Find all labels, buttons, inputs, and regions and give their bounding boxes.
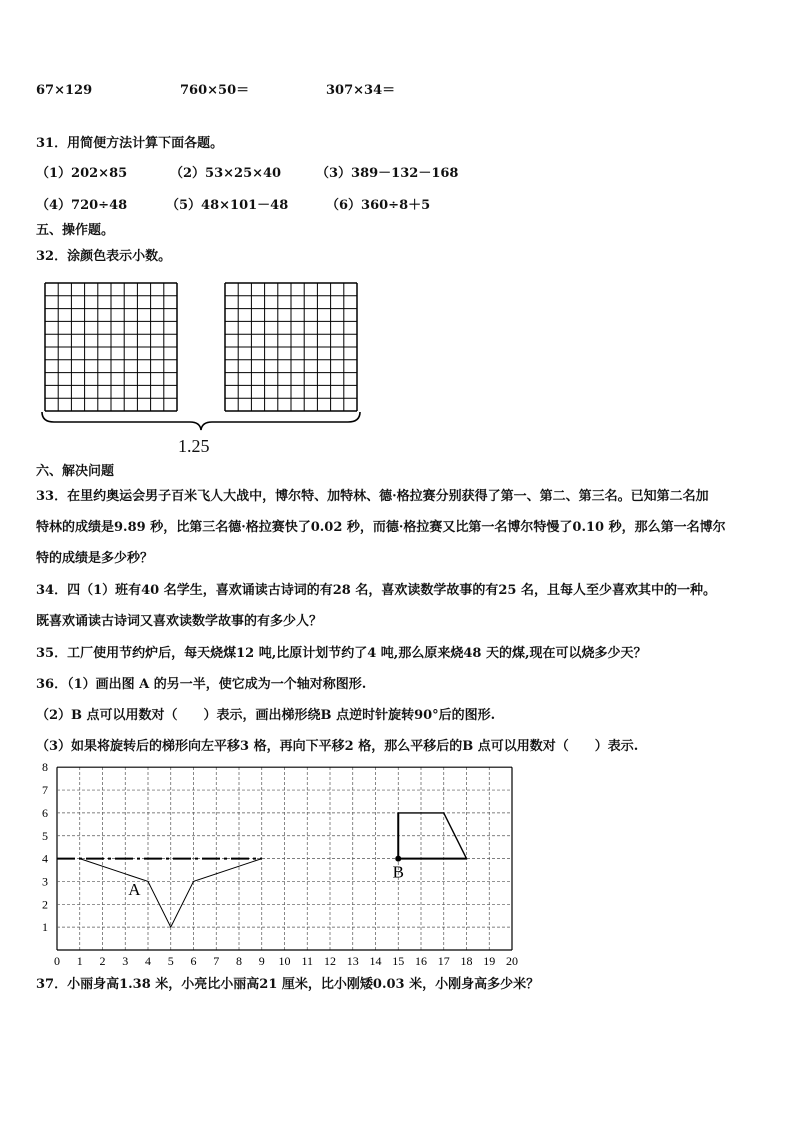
q36-part-2: （2）B 点可以用数对（ ）表示，画出梯形绕B 点逆时针旋转90°后的图形. [36,708,496,723]
q35-text: 35．工厂使用节约炉后，每天烧煤12 吨,比原计划节约了4 吨,那么原来烧48 天的煤,现在可以烧多少天？ [36,646,647,661]
section-5-heading: 五、操作题。 [36,223,115,238]
calc-1: 67×129 [36,83,93,98]
point-b [395,856,401,862]
x-tick-label: 20 [506,954,518,968]
q33-line-3: 特的成绩是多少秒？ [36,551,154,566]
x-tick-label: 14 [369,954,382,968]
q32-title: 32．涂颜色表示小数。 [36,249,172,264]
x-tick-label: 11 [301,954,314,968]
q34-line-1: 34．四（1）班有40 名学生，喜欢诵读古诗词的有28 名，喜欢读数学故事的有25 名，且每人至少喜欢其中的一种。 [36,583,716,598]
calc-3: 307×34＝ [326,83,396,98]
q31-item-6: （6）360÷8＋5 [326,198,431,213]
coordinate-grid [30,758,530,973]
x-tick-label: 3 [122,954,129,968]
x-tick-label: 13 [346,954,359,968]
x-tick-label: 17 [437,954,450,968]
brace [40,410,362,432]
x-tick-label: 15 [392,954,405,968]
q31-item-4: （4）720÷48 [36,198,128,213]
y-tick-label: 5 [42,828,48,843]
x-tick-label: 18 [460,954,473,968]
q36-part-1: 36．（1）画出图 A 的另一半，使它成为一个轴对称图形. [36,677,367,692]
q33-line-1: 33．在里约奥运会男子百米飞人大战中，博尔特、加特林、德·格拉赛分别获得了第一、第二、第三名。已知第二名加 [36,489,709,504]
x-tick-label: 5 [167,954,174,968]
y-tick-label: 4 [42,851,48,866]
point-b-label: B [392,862,404,882]
y-tick-label: 8 [42,760,48,775]
x-tick-label: 8 [236,954,242,968]
hundred-grid-1 [44,282,178,412]
section-6-heading: 六、解决问题 [36,464,115,479]
figure-a-label: A [128,880,141,900]
q31-item-5: （5）48×101－48 [166,198,289,213]
x-tick-label: 10 [278,954,291,968]
q36-part-3: （3）如果将旋转后的梯形向左平移3 格，再向下平移2 格，那么平移后的B 点可以用数对（ ）表示. [36,739,639,754]
y-tick-label: 2 [42,897,48,912]
q31-title: 31．用简便方法计算下面各题。 [36,136,224,151]
y-tick-label: 7 [42,783,48,798]
q31-item-2: （2）53×25×40 [170,166,282,181]
calc-2: 760×50＝ [180,83,250,98]
x-tick-label: 2 [99,954,106,968]
x-tick-label: 12 [324,954,336,968]
y-tick-label: 1 [42,920,48,935]
y-tick-label: 3 [42,874,48,889]
x-tick-label: 16 [415,954,427,968]
q31-item-3: （3）389－132－168 [316,166,459,181]
x-tick-label: 1 [76,954,83,968]
x-tick-label: 6 [190,954,197,968]
y-tick-label: 6 [42,805,48,820]
x-tick-label: 19 [483,954,496,968]
q33-line-2: 特林的成绩是9.89 秒，比第三名德·格拉赛快了0.02 秒，而德·格拉赛又比第一名博尔特慢了0.10 秒，那么第一名博尔 [36,520,726,535]
q32-value-label: 1.25 [178,436,210,456]
hundred-grid-2 [224,282,358,412]
x-tick-label: 0 [54,954,60,968]
q34-line-2: 既喜欢诵读古诗词又喜欢读数学故事的有多少人？ [36,614,323,629]
q31-item-1: （1）202×85 [36,166,128,181]
x-tick-label: 4 [145,954,151,968]
x-tick-label: 9 [258,954,265,968]
q37-text: 37．小丽身高1.38 米，小亮比小丽高21 厘米，比小刚矮0.03 米，小刚身高多少米？ [36,977,540,992]
x-tick-label: 7 [213,954,220,968]
